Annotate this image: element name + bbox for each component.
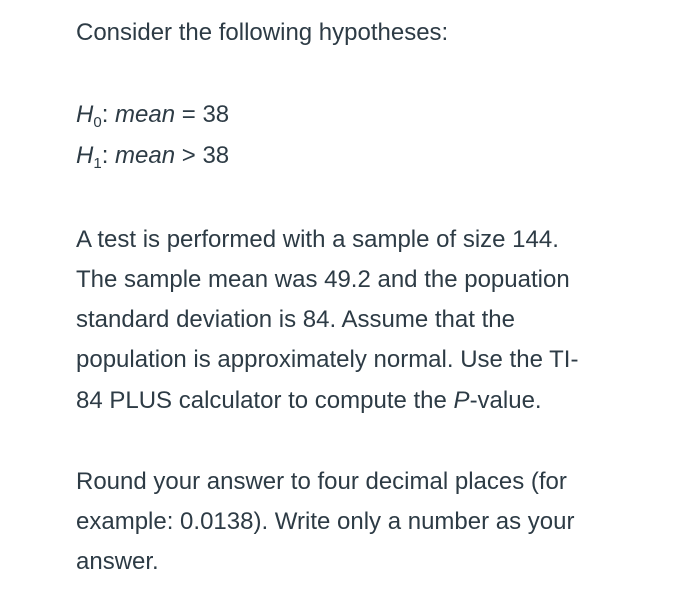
body-line: standard deviation is 84. Assume that the <box>76 306 515 333</box>
body-line: population is approximately normal. Use the TI- <box>76 346 579 373</box>
h1-operator: > <box>175 142 203 169</box>
body-last-prefix: 84 PLUS calculator to compute the <box>76 387 454 414</box>
p-value-symbol: P <box>453 387 470 414</box>
body-line-last <box>76 386 542 416</box>
instruction-line: Round your answer to four decimal places (for <box>76 468 567 495</box>
h1-letter: H <box>76 142 94 169</box>
h0-operator: = <box>175 101 203 128</box>
h0-letter: H <box>76 101 94 128</box>
h0-value: 38 <box>202 101 230 128</box>
h1-separator: : <box>101 142 116 169</box>
intro-text: Consider the following hypotheses: <box>76 19 449 46</box>
h1-subscript: 1 <box>93 155 102 172</box>
h0-subscript: 0 <box>93 114 102 131</box>
h0-separator: : <box>101 101 116 128</box>
body-line: A test is performed with a sample of size 144. <box>76 226 559 253</box>
body-line: The sample mean was 49.2 and the popuation <box>76 266 570 293</box>
alternative-hypothesis <box>76 141 229 171</box>
null-hypothesis <box>76 100 229 130</box>
instruction-line: answer. <box>76 548 159 575</box>
body-last-suffix: -value. <box>469 387 542 414</box>
instruction-line: example: 0.0138). Write only a number as your <box>76 508 575 535</box>
h1-value: 38 <box>202 142 230 169</box>
h1-word: mean <box>115 142 176 169</box>
h0-word: mean <box>115 101 176 128</box>
